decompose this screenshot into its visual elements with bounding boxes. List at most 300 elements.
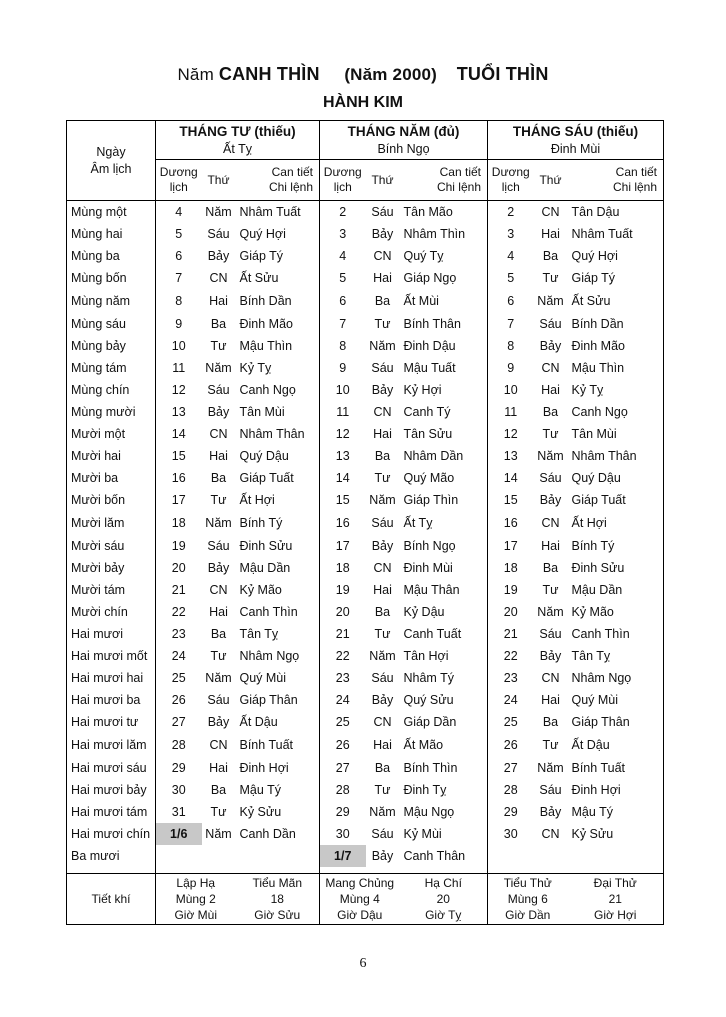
lunar-day-label: Hai mươi [67,623,156,645]
table-row [67,423,664,445]
lunar-day-label: Hai mươi mốt [67,645,156,667]
weekday: Sáu [539,471,562,485]
solar-date: 19 [335,583,350,597]
can-chi: Đinh Mão [568,335,664,357]
weekday: Bảy [371,227,394,241]
can-chi: Canh Thìn [236,601,320,623]
solar-date: 9 [175,317,183,331]
lunar-day-label: Mười hai [67,445,156,467]
solar-date: 23 [171,627,186,641]
weekday: Tư [542,738,559,752]
solar-date: 17 [171,493,186,507]
weekday: Ba [210,471,227,485]
can-chi: Nhâm Tý [400,667,488,689]
title-tuoi: TUỔI THÌN [456,64,549,84]
weekday: Hai [373,427,392,441]
solar-date: 7 [339,317,347,331]
can-chi: Mậu Thìn [568,357,664,379]
weekday: Tư [374,317,391,331]
weekday: Năm [205,827,232,841]
solar-date: 12 [335,427,350,441]
solar-date: 24 [171,649,186,663]
can-chi: Quý Mùi [236,667,320,689]
solar-date: 4 [339,249,347,263]
sub-header-thu: Thứ [202,160,236,201]
weekday: Năm [369,493,396,507]
can-chi: Kỷ Dậu [400,601,488,623]
can-chi: Canh Thân [400,845,488,867]
weekday: CN [534,201,568,224]
solar-date: 5 [339,271,347,285]
solar-date: 29 [503,805,518,819]
can-chi: Đinh Hợi [236,757,320,779]
weekday: Hai [541,693,560,707]
can-chi: Kỷ Sửu [568,823,664,845]
can-chi: Nhâm Tuất [236,201,320,224]
table-row [67,335,664,357]
can-chi: Bính Tuất [236,733,320,757]
solar-date: 22 [335,649,350,663]
solar-date: 22 [171,605,186,619]
solar-date: 2 [488,201,534,224]
table-row [67,733,664,757]
can-chi: Ất Dậu [236,711,320,733]
solar-date: 20 [171,561,186,575]
weekday: Bảy [207,561,230,575]
weekday: Ba [374,761,391,775]
weekday: Ba [374,449,391,463]
weekday: Bảy [207,405,230,419]
can-chi: Đinh Dậu [400,335,488,357]
solar-date: 24 [335,693,350,707]
table-row [67,689,664,711]
can-chi: Đinh Sửu [568,557,664,579]
tiet-khi-row [67,874,664,925]
can-chi: Giáp Tuất [568,489,664,511]
can-chi: Nhâm Tuất [568,223,664,245]
weekday: CN [541,361,560,375]
month-header-3 [488,121,664,160]
solar-date: 14 [171,427,186,441]
can-chi: Đinh Mùi [400,557,488,579]
can-chi: Đinh Mão [236,313,320,335]
sub-header-duong-lich: Dương lịch [320,160,366,201]
can-chi: Đinh Hợi [568,779,664,801]
can-chi: Bính Dần [236,289,320,313]
can-chi: Tân Mùi [236,401,320,423]
solar-date: 10 [503,383,518,397]
can-chi: Quý Sửu [400,689,488,711]
solar-date: 13 [503,449,518,463]
lunar-day-label: Mùng năm [67,289,156,313]
page-subtitle: HÀNH KIM [323,94,403,111]
can-chi: Canh Dần [236,823,320,845]
table-row [67,557,664,579]
solar-date: 14 [503,471,518,485]
can-chi: Kỷ Hợi [400,379,488,401]
tiet-khi-cell: Tiểu Thử Mùng 6 Giờ Dần [488,874,568,925]
can-chi: Tân Dậu [568,201,664,224]
can-chi: Canh Tuất [400,623,488,645]
title-year: (Năm 2000) [344,65,438,84]
sub-header-can-chi: Can tiết Chi lệnh [236,160,320,201]
table-row [67,223,664,245]
can-chi: Quý Dậu [568,467,664,489]
weekday: CN [541,827,560,841]
can-chi: Nhâm Ngọ [568,667,664,689]
weekday: Bảy [371,383,394,397]
lunar-day-label: Mười bảy [67,557,156,579]
table-row [67,845,664,867]
solar-date: 3 [339,227,347,241]
weekday: CN [373,715,392,729]
page-title [0,64,726,85]
table-row [67,467,664,489]
weekday: Tư [210,339,227,353]
can-chi: Mậu Dần [568,579,664,601]
can-chi [568,845,664,867]
solar-date: 5 [507,271,515,285]
weekday: Năm [369,805,396,819]
corner-line2: Âm lịch [90,161,132,176]
solar-date: 1/7 [320,845,366,867]
weekday: Năm [537,294,564,308]
can-chi: Kỷ Tỵ [236,357,320,379]
lunar-day-label: Mùng một [67,201,156,224]
lunar-day-label: Mùng mười [67,401,156,423]
can-chi: Ất Tỵ [400,511,488,535]
solar-date: 26 [503,738,518,752]
can-chi: Ất Sửu [568,289,664,313]
can-chi: Kỷ Sửu [236,801,320,823]
solar-date: 17 [503,539,518,553]
can-chi: Ất Hợi [236,489,320,511]
can-chi: Bính Ngọ [400,535,488,557]
can-chi: Canh Tý [400,401,488,423]
solar-date: 26 [335,738,350,752]
solar-date: 2 [320,201,366,224]
month-header-1 [156,121,320,160]
can-chi: Ất Mão [400,733,488,757]
solar-date: 11 [172,361,186,375]
weekday: Sáu [207,383,230,397]
solar-date: 18 [335,561,350,575]
lunar-day-label: Mùng sáu [67,313,156,335]
table-row [67,313,664,335]
can-chi: Quý Dậu [236,445,320,467]
month-can-chi: Bính Ngọ [377,141,430,156]
can-chi: Bính Tuất [568,757,664,779]
solar-date: 15 [503,493,518,507]
table-row [67,245,664,267]
weekday: CN [541,516,560,530]
solar-date: 23 [503,671,518,685]
lunar-day-label: Hai mươi tám [67,801,156,823]
page-number: 6 [359,956,367,971]
can-chi: Nhâm Dần [400,445,488,467]
weekday: Sáu [371,361,394,375]
weekday: Ba [210,783,227,797]
solar-date: 20 [335,605,350,619]
can-chi: Quý Hợi [236,223,320,245]
solar-date: 18 [171,516,186,530]
solar-date: 4 [507,249,515,263]
lunar-day-label: Mùng bảy [67,335,156,357]
solar-date: 12 [171,383,186,397]
table-row [67,623,664,645]
can-chi: Canh Ngọ [236,379,320,401]
corner-header [67,121,156,201]
weekday: Sáu [371,671,394,685]
lunar-day-label: Hai mươi ba [67,689,156,711]
solar-date: 28 [335,783,350,797]
lunar-day-label: Hai mươi lăm [67,733,156,757]
weekday: Năm [205,516,232,530]
weekday: Hai [373,583,392,597]
solar-date: 19 [171,539,186,553]
weekday: Sáu [371,827,394,841]
solar-date: 26 [171,693,186,707]
tiet-khi-label: Tiết khí [67,874,156,925]
lunar-day-label: Hai mươi bảy [67,779,156,801]
title-year-name: CANH THÌN [218,64,320,84]
can-chi: Tân Sửu [400,423,488,445]
weekday: Năm [537,761,564,775]
solar-date: 15 [335,493,350,507]
weekday: Tư [542,271,559,285]
solar-date: 7 [175,271,183,285]
tiet-khi-cell: Mang Chủng Mùng 4 Giờ Dậu [320,874,400,925]
weekday: Hai [373,738,392,752]
table-row [67,667,664,689]
solar-date: 25 [335,715,350,729]
solar-date: 11 [504,405,518,419]
table-row [67,511,664,535]
solar-date: 9 [339,361,347,375]
table-row [67,379,664,401]
lunar-day-label: Ba mươi [67,845,156,867]
can-chi: Kỷ Mão [236,579,320,601]
table-row [67,579,664,601]
solar-date: 8 [507,339,515,353]
weekday: CN [209,738,228,752]
weekday: CN [209,271,228,285]
weekday: Sáu [207,539,230,553]
can-chi: Nhâm Ngọ [236,645,320,667]
weekday: Bảy [539,339,562,353]
solar-date: 12 [503,427,518,441]
solar-date: 14 [335,471,350,485]
solar-date: 30 [335,827,350,841]
weekday: Tư [210,649,227,663]
table-row [67,779,664,801]
weekday: Sáu [539,783,562,797]
lunar-day-label: Mười tám [67,579,156,601]
solar-date: 5 [175,227,183,241]
table-row [67,645,664,667]
can-chi: Tân Mùi [568,423,664,445]
weekday: Năm [369,339,396,353]
month-name: THÁNG NĂM (đủ) [347,123,460,139]
solar-date: 13 [171,405,186,419]
can-chi: Giáp Thân [236,689,320,711]
can-chi: Ất Hợi [568,511,664,535]
lunar-day-label: Hai mươi hai [67,667,156,689]
can-chi: Giáp Tý [568,267,664,289]
solar-date: 6 [339,294,347,308]
month-name: THÁNG TƯ (thiếu) [179,123,296,139]
solar-date: 22 [503,649,518,663]
solar-date: 18 [503,561,518,575]
weekday: Ba [210,317,227,331]
weekday: Năm [537,449,564,463]
solar-date: 8 [175,294,183,308]
weekday: Bảy [371,849,394,863]
solar-date: 16 [503,516,518,530]
lunar-day-label: Hai mươi sáu [67,757,156,779]
solar-date [488,845,534,867]
weekday: Sáu [371,516,394,530]
solar-date: 27 [503,761,518,775]
can-chi: Canh Ngọ [568,401,664,423]
weekday: CN [373,561,392,575]
weekday: Tư [542,583,559,597]
can-chi: Mậu Thân [400,579,488,601]
solar-date: 21 [503,627,518,641]
solar-date: 3 [507,227,515,241]
tiet-khi-cell: Lập Hạ Mùng 2 Giờ Mùi [156,874,236,925]
weekday: Năm [202,201,236,224]
table-row [67,289,664,313]
can-chi: Ất Mùi [400,289,488,313]
weekday: CN [209,583,228,597]
can-chi: Bính Tý [568,535,664,557]
solar-date: 4 [156,201,202,224]
table-row [67,757,664,779]
sub-header-thu: Thứ [366,160,400,201]
can-chi: Kỷ Tỵ [568,379,664,401]
can-chi: Mậu Tý [568,801,664,823]
tiet-khi-cell: Đại Thử 21 Giờ Hợi [568,874,664,925]
lunar-day-label: Mùng ba [67,245,156,267]
solar-date: 27 [335,761,350,775]
can-chi: Tân Tỵ [236,623,320,645]
solar-date: 21 [335,627,350,641]
can-chi: Tân Tỵ [568,645,664,667]
sub-header-duong-lich: Dương lịch [488,160,534,201]
table-row [67,711,664,733]
solar-date: 1/6 [156,823,202,845]
weekday: Bảy [539,493,562,507]
table-row [67,267,664,289]
weekday: Ba [542,249,559,263]
weekday: Bảy [539,649,562,663]
solar-date: 16 [335,516,350,530]
can-chi: Đinh Sửu [236,535,320,557]
can-chi: Ất Dậu [568,733,664,757]
solar-date: 30 [171,783,186,797]
solar-date: 25 [503,715,518,729]
weekday: Sáu [539,627,562,641]
weekday: Ba [374,605,391,619]
month-can-chi: Ất Tỵ [223,141,252,156]
can-chi: Giáp Dần [400,711,488,733]
weekday: CN [209,427,228,441]
can-chi: Quý Mão [400,467,488,489]
lunar-day-label: Mười chín [67,601,156,623]
weekday: Bảy [371,539,394,553]
weekday: Ba [542,715,559,729]
can-chi: Nhâm Thân [568,445,664,467]
table-row [67,401,664,423]
weekday: Tư [374,783,391,797]
solar-date: 28 [503,783,518,797]
solar-date: 17 [335,539,350,553]
table-row [67,823,664,845]
can-chi: Bính Tý [236,511,320,535]
solar-date: 8 [339,339,347,353]
solar-date: 31 [171,805,186,819]
weekday: Tư [374,471,391,485]
tiet-khi-cell: Hạ Chí 20 Giờ Tỵ [400,874,488,925]
weekday: Tư [210,805,227,819]
can-chi: Giáp Tý [236,245,320,267]
solar-date: 19 [503,583,518,597]
solar-date: 29 [171,761,186,775]
month-header-2 [320,121,488,160]
can-chi: Canh Thìn [568,623,664,645]
can-chi: Mậu Thìn [236,335,320,357]
weekday: Năm [205,361,232,375]
solar-date: 23 [335,671,350,685]
weekday: Ba [542,405,559,419]
can-chi: Tân Mão [400,201,488,224]
weekday: Bảy [207,715,230,729]
weekday: Năm [369,649,396,663]
solar-date [156,845,202,867]
solar-date: 24 [503,693,518,707]
can-chi: Mậu Tý [236,779,320,801]
can-chi: Giáp Ngọ [400,267,488,289]
title-prefix: Năm [177,65,214,84]
can-chi: Quý Mùi [568,689,664,711]
solar-date: 30 [503,827,518,841]
solar-date: 13 [335,449,350,463]
weekday: Sáu [207,693,230,707]
can-chi: Bính Thìn [400,757,488,779]
weekday: Ba [210,627,227,641]
can-chi: Mậu Dần [236,557,320,579]
weekday: CN [541,671,560,685]
can-chi: Nhâm Thìn [400,223,488,245]
solar-date: 11 [336,405,350,419]
weekday: CN [373,405,392,419]
sub-header-duong-lich: Dương lịch [156,160,202,201]
can-chi: Nhâm Thân [236,423,320,445]
lunar-day-label: Mùng chín [67,379,156,401]
can-chi: Giáp Tuất [236,467,320,489]
weekday: Sáu [207,227,230,241]
solar-date: 6 [175,249,183,263]
table-row [67,489,664,511]
can-chi: Giáp Thìn [400,489,488,511]
weekday: Hai [209,761,228,775]
sub-header-thu: Thứ [534,160,568,201]
solar-date: 25 [171,671,186,685]
solar-date: 7 [507,317,515,331]
weekday: Bảy [539,805,562,819]
weekday [534,845,568,867]
